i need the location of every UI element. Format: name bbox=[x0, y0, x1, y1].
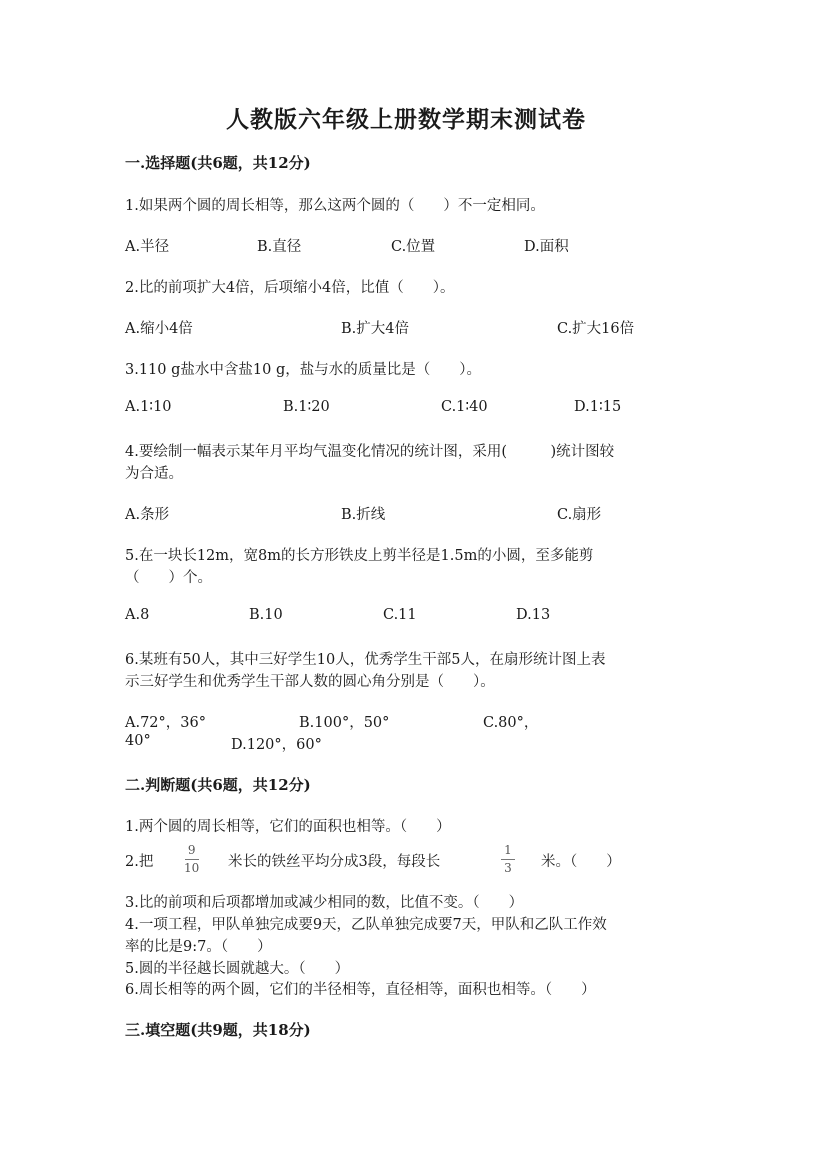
judgement-2-suffix: 米。（ ） bbox=[541, 854, 621, 870]
question-1: 1.如果两个圆的周长相等，那么这两个圆的（ ）不一定相同。 bbox=[125, 198, 545, 214]
option-a: A.72°，36° bbox=[125, 715, 206, 731]
option-d: D.13 bbox=[516, 607, 551, 623]
question-2: 2.比的前项扩大4倍，后项缩小4倍，比值（ ）。 bbox=[125, 280, 455, 296]
judgement-3: 3.比的前项和后项都增加或减少相同的数，比值不变。（ ） bbox=[125, 895, 524, 911]
judgement-5: 5.圆的半径越长圆就越大。（ ） bbox=[125, 961, 350, 977]
option-a-continued: 40° bbox=[125, 733, 151, 749]
question-4-line1: 4.要绘制一幅表示某年月平均气温变化情况的统计图，采用( )统计图较 bbox=[125, 444, 615, 460]
option-b: B.折线 bbox=[341, 507, 386, 523]
option-c: C.位置 bbox=[391, 239, 436, 255]
fraction-bar bbox=[185, 859, 199, 860]
fraction-bar bbox=[501, 859, 515, 860]
fraction-one-third bbox=[501, 844, 515, 875]
option-a: A.1∶10 bbox=[125, 399, 172, 415]
page-title: 人教版六年级上册数学期末测试卷 bbox=[226, 106, 586, 133]
fraction-denominator: 10 bbox=[184, 861, 200, 876]
judgement-4-line2: 率的比是9:7。（ ） bbox=[125, 939, 272, 955]
judgement-6: 6.周长相等的两个圆，它们的半径相等，直径相等，面积也相等。（ ） bbox=[125, 982, 596, 998]
option-a: A.条形 bbox=[125, 507, 170, 523]
section-heading-choice: 一.选择题(共6题，共12分) bbox=[125, 154, 311, 172]
option-a: A.缩小4倍 bbox=[125, 321, 193, 337]
question-5-line1: 5.在一块长12m，宽8m的长方形铁皮上剪半径是1.5m的小圆，至多能剪 bbox=[125, 548, 594, 564]
option-b: B.10 bbox=[249, 607, 283, 623]
option-b: B.100°，50° bbox=[299, 715, 390, 731]
option-c: C.扩大16倍 bbox=[557, 321, 635, 337]
option-b: B.直径 bbox=[257, 239, 302, 255]
fraction-numerator: 1 bbox=[504, 843, 512, 857]
option-c: C.11 bbox=[383, 607, 417, 623]
question-3: 3.110 g盐水中含盐10 g，盐与水的质量比是（ ）。 bbox=[125, 362, 481, 378]
option-c: C.80°， bbox=[483, 715, 539, 731]
option-a: A.半径 bbox=[125, 239, 170, 255]
option-d: D.面积 bbox=[524, 239, 569, 255]
question-6-line1: 6.某班有50人，其中三好学生10人，优秀学生干部5人，在扇形统计图上表 bbox=[125, 652, 606, 668]
option-c: C.扇形 bbox=[557, 507, 602, 523]
option-a: A.8 bbox=[125, 607, 150, 623]
judgement-1: 1.两个圆的周长相等，它们的面积也相等。（ ） bbox=[125, 819, 451, 835]
question-6-line2: 示三好学生和优秀学生干部人数的圆心角分别是（ ）。 bbox=[125, 674, 495, 690]
fraction-numerator: 9 bbox=[187, 843, 196, 857]
section-heading-fill-blank: 三.填空题(共9题，共18分) bbox=[125, 1021, 311, 1039]
option-d: D.120°，60° bbox=[231, 737, 322, 753]
fraction-denominator: 3 bbox=[504, 861, 512, 876]
judgement-4-line1: 4.一项工程，甲队单独完成要9天，乙队单独完成要7天，甲队和乙队工作效 bbox=[125, 917, 607, 933]
option-d: D.1∶15 bbox=[574, 399, 622, 415]
judgement-2-prefix: 2.把 bbox=[125, 854, 154, 870]
option-c: C.1∶40 bbox=[441, 399, 488, 415]
option-b: B.1∶20 bbox=[283, 399, 330, 415]
judgement-2-middle: 米长的铁丝平均分成3段，每段长 bbox=[228, 854, 441, 870]
question-4-line2: 为合适。 bbox=[125, 466, 183, 482]
section-heading-judgement: 二.判断题(共6题，共12分) bbox=[125, 776, 311, 794]
question-5-line2: （ ）个。 bbox=[125, 570, 212, 586]
fraction-nine-tenths bbox=[184, 844, 199, 875]
option-b: B.扩大4倍 bbox=[341, 321, 409, 337]
